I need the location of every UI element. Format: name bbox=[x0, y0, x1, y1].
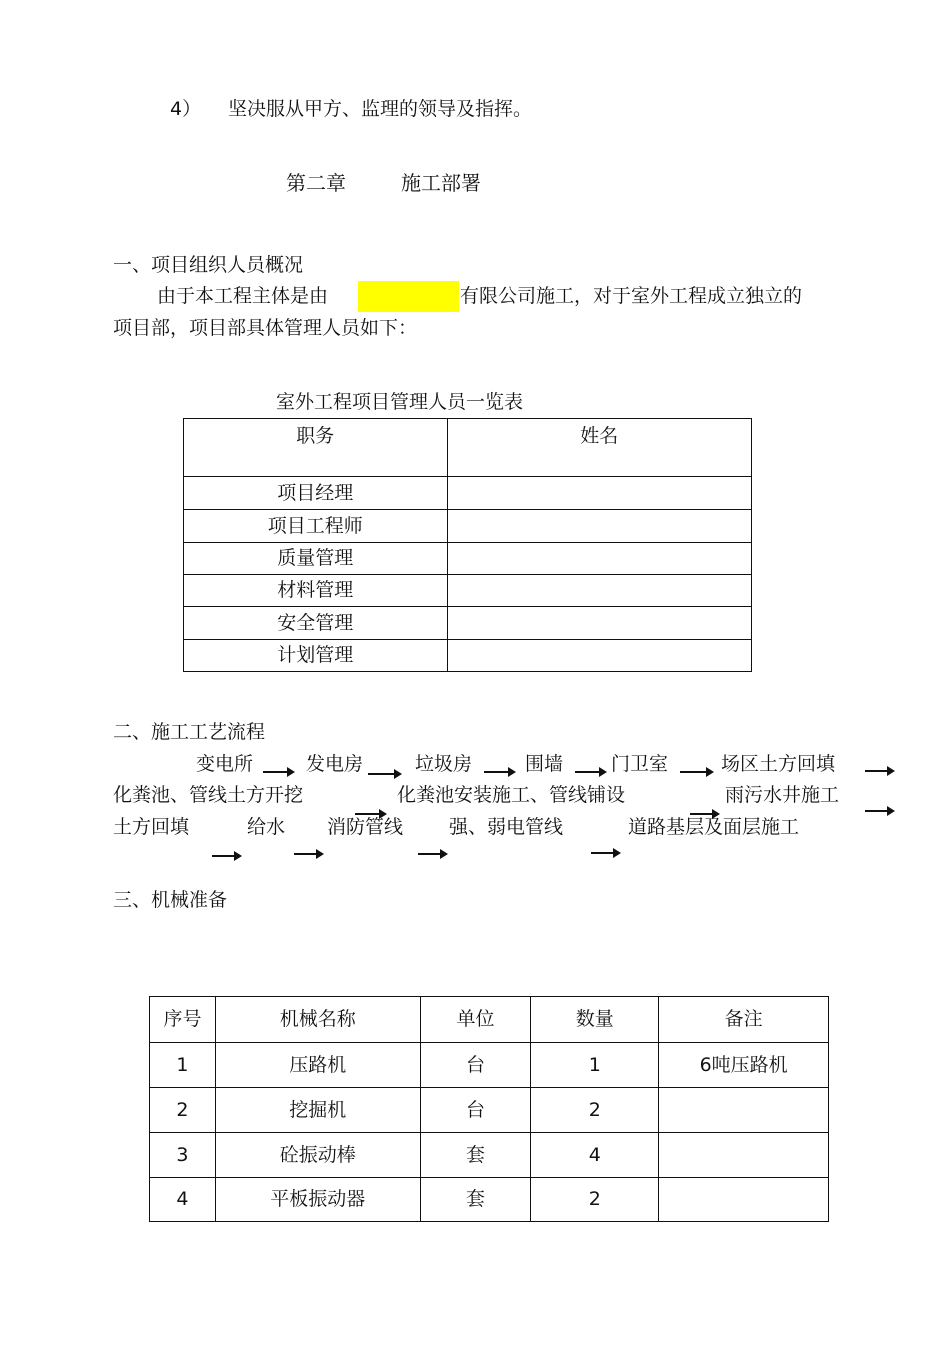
machine-cell: 砼振动棒 bbox=[215, 1133, 420, 1178]
header-cell-index: 序号 bbox=[150, 997, 216, 1043]
index-cell: 2 bbox=[150, 1088, 216, 1133]
flow-step: 门卫室 bbox=[611, 753, 669, 775]
quantity-cell: 2 bbox=[531, 1088, 659, 1133]
arrow-icon bbox=[680, 771, 712, 773]
unit-cell: 套 bbox=[420, 1133, 531, 1178]
machine-cell: 压路机 bbox=[215, 1043, 420, 1088]
header-cell-quantity: 数量 bbox=[531, 997, 659, 1043]
redacted-highlight bbox=[358, 281, 459, 312]
table-row bbox=[150, 1133, 829, 1178]
index-cell: 1 bbox=[150, 1043, 216, 1088]
paragraph-line-2: 项目部，项目部具体管理人员如下： bbox=[113, 317, 418, 339]
arrow-icon bbox=[355, 813, 385, 815]
section-heading-2: 二、施工工艺流程 bbox=[113, 721, 266, 743]
flow-step: 化粪池安装施工、管线铺设 bbox=[397, 784, 626, 806]
header-cell-unit: 单位 bbox=[420, 997, 531, 1043]
table-row bbox=[150, 1043, 829, 1088]
chapter-label: 第二章 bbox=[286, 171, 346, 195]
table-row bbox=[184, 477, 752, 510]
position-cell: 材料管理 bbox=[184, 575, 448, 607]
name-cell bbox=[447, 640, 751, 672]
quantity-cell: 1 bbox=[531, 1043, 659, 1088]
unit-cell: 台 bbox=[420, 1043, 531, 1088]
machine-cell: 平板振动器 bbox=[215, 1178, 420, 1222]
remark-cell bbox=[659, 1088, 829, 1133]
position-cell: 项目工程师 bbox=[184, 510, 448, 543]
header-cell-machine: 机械名称 bbox=[215, 997, 420, 1043]
arrow-icon bbox=[294, 853, 322, 855]
table-row bbox=[184, 640, 752, 672]
unit-cell: 套 bbox=[420, 1178, 531, 1222]
quantity-cell: 2 bbox=[531, 1178, 659, 1222]
flow-step: 围墙 bbox=[525, 753, 564, 775]
flow-step: 给水 bbox=[247, 816, 286, 838]
header-cell-name: 姓名 bbox=[447, 419, 751, 477]
list-number: 4） bbox=[170, 98, 202, 120]
table-row bbox=[150, 1088, 829, 1133]
position-cell: 质量管理 bbox=[184, 543, 448, 575]
name-cell bbox=[447, 543, 751, 575]
table-header-row bbox=[150, 997, 829, 1043]
chapter-title: 施工部署 bbox=[401, 171, 481, 195]
table-row bbox=[184, 575, 752, 607]
name-cell bbox=[447, 607, 751, 640]
quantity-cell: 4 bbox=[531, 1133, 659, 1178]
table-row bbox=[184, 543, 752, 575]
index-cell: 4 bbox=[150, 1178, 216, 1222]
flow-step: 道路基层及面层施工 bbox=[628, 816, 800, 838]
index-cell: 3 bbox=[150, 1133, 216, 1178]
arrow-icon bbox=[484, 771, 514, 773]
arrow-icon bbox=[263, 771, 293, 773]
table-header-row bbox=[184, 419, 752, 477]
flow-step: 变电所 bbox=[196, 753, 254, 775]
name-cell bbox=[447, 575, 751, 607]
name-cell bbox=[447, 510, 751, 543]
table-caption: 室外工程项目管理人员一览表 bbox=[276, 391, 524, 413]
machine-table bbox=[149, 996, 829, 1222]
arrow-icon bbox=[591, 852, 619, 854]
flow-step: 场区土方回填 bbox=[721, 753, 836, 775]
flow-step: 垃圾房 bbox=[415, 753, 473, 775]
machine-cell: 挖掘机 bbox=[215, 1088, 420, 1133]
header-cell-remark: 备注 bbox=[659, 997, 829, 1043]
remark-cell bbox=[659, 1133, 829, 1178]
flow-step: 强、弱电管线 bbox=[449, 816, 564, 838]
list-item-text: 坚决服从甲方、监理的领导及指挥。 bbox=[228, 98, 533, 120]
name-cell bbox=[447, 477, 751, 510]
section-heading-1: 一、项目组织人员概况 bbox=[113, 254, 304, 276]
table-row bbox=[184, 607, 752, 640]
paragraph-part-1: 由于本工程主体是由 bbox=[157, 285, 329, 307]
table-row bbox=[150, 1178, 829, 1222]
arrow-icon bbox=[368, 773, 400, 775]
header-cell-position: 职务 bbox=[184, 419, 448, 477]
arrow-icon bbox=[418, 853, 446, 855]
flow-step: 发电房 bbox=[306, 753, 364, 775]
unit-cell: 台 bbox=[420, 1088, 531, 1133]
arrow-icon bbox=[690, 813, 718, 815]
flow-step: 消防管线 bbox=[327, 816, 404, 838]
flow-step: 雨污水井施工 bbox=[725, 784, 840, 806]
position-cell: 安全管理 bbox=[184, 607, 448, 640]
remark-cell bbox=[659, 1178, 829, 1222]
position-cell: 计划管理 bbox=[184, 640, 448, 672]
arrow-icon bbox=[212, 855, 240, 857]
arrow-icon bbox=[865, 770, 893, 772]
section-heading-3: 三、机械准备 bbox=[113, 889, 228, 911]
flow-step: 化粪池、管线土方开挖 bbox=[113, 784, 304, 806]
arrow-icon bbox=[575, 771, 605, 773]
arrow-icon bbox=[865, 810, 893, 812]
flow-step: 土方回填 bbox=[113, 816, 190, 838]
paragraph-part-2: 有限公司施工，对于室外工程成立独立的 bbox=[460, 285, 803, 307]
remark-cell: 6吨压路机 bbox=[659, 1043, 829, 1088]
position-cell: 项目经理 bbox=[184, 477, 448, 510]
staff-table bbox=[183, 418, 752, 672]
table-row bbox=[184, 510, 752, 543]
